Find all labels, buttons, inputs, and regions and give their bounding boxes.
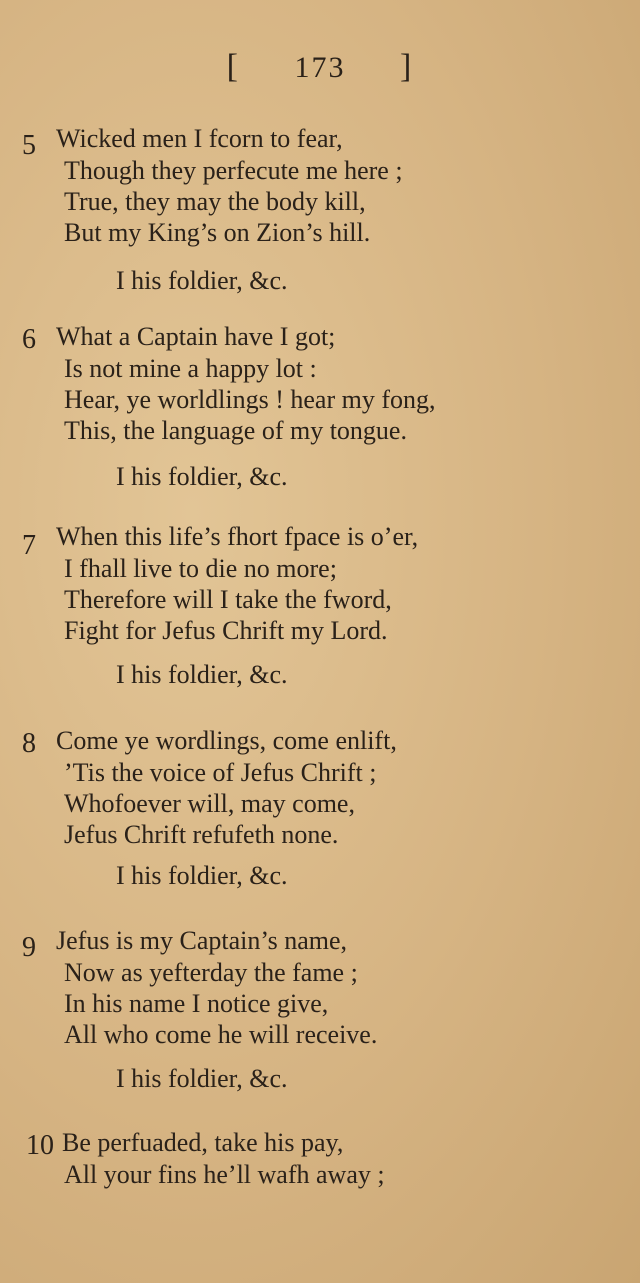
bracket-right: ] [400,48,414,85]
verse-line: Be perfuaded, take his pay, [62,1128,344,1157]
verse-line: ’Tis the voice of Jefus Chrift ; [64,758,377,787]
refrain: I his foldier, &c. [116,1064,288,1093]
verse-line: This, the language of my tongue. [64,416,407,445]
verse-number: 7 [22,530,36,561]
verse-number: 5 [22,130,36,161]
verse-number: 9 [22,932,36,963]
verse-line: Now as yefterday the fame ; [64,958,358,987]
verse-line: Whofoever will, may come, [64,789,355,818]
verse-line: I fhall live to die no more; [64,554,337,583]
bracket-left: [ [226,48,240,85]
verse-line: In his name I notice give, [64,989,329,1018]
page-header [0,48,640,86]
verse-line: Wicked men I fcorn to fear, [56,124,343,153]
verse-line: But my King’s on Zion’s hill. [64,218,371,247]
page-number: 173 [294,51,346,84]
verse-line: Jefus is my Captain’s name, [56,926,348,955]
refrain: I his foldier, &c. [116,660,288,689]
verse-line: Is not mine a happy lot : [64,354,317,383]
verse-line: Jefus Chrift refufeth none. [64,820,339,849]
verse-line: Though they perfecute me here ; [64,156,403,185]
verse-line: What a Captain have I got; [56,322,336,351]
refrain: I his foldier, &c. [116,861,288,890]
verse-number: 10 [26,1130,54,1161]
verse-number: 8 [22,728,36,759]
verse-line: Therefore will I take the fword, [64,585,392,614]
verse-line: Hear, ye worldlings ! hear my fong, [64,385,436,414]
refrain: I his foldier, &c. [116,266,288,295]
verse-line: Come ye wordlings, come enlift, [56,726,397,755]
verse-number: 6 [22,324,36,355]
refrain: I his foldier, &c. [116,462,288,491]
verse-line: All who come he will receive. [64,1020,378,1049]
verse-line: True, they may the body kill, [64,187,366,216]
verse-line: All your fins he’ll wafh away ; [64,1160,385,1189]
verse-line: Fight for Jefus Chrift my Lord. [64,616,388,645]
verse-line: When this life’s fhort fpace is o’er, [56,522,419,551]
